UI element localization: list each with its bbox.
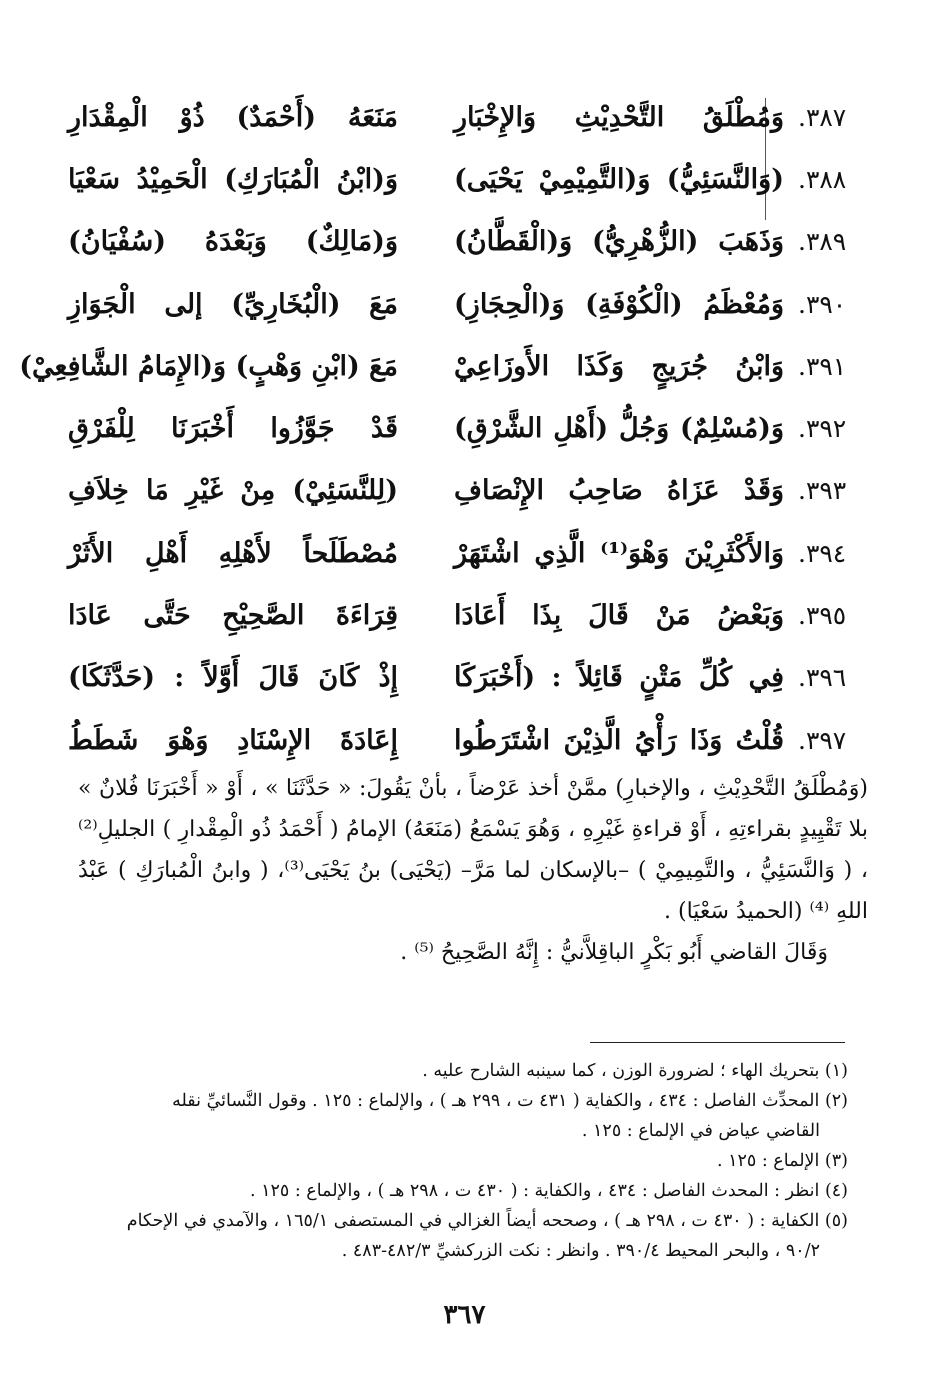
footnote: (٥) الكفاية : ( ٤٣٠ ت ، ٢٩٨ هـ ) ، وصححه أيضاً الغزالي في المستصفى ١٦٥/١ ، والآمدي في الإحكام [126, 1211, 848, 1231]
verse-first-hemistich: فِي كُلِّ مَتْنٍ قَائِلاً : (أَخْبَرَكَا [454, 662, 784, 694]
verse-number: ٣٩٥. [798, 601, 847, 631]
footnote: (٣) الإلماع : ١٢٥ . [716, 1151, 848, 1171]
verse-second-hemistich: وَ(مَالِكٌ) وَبَعْدَهُ (سُفْيَانُ) [68, 226, 398, 258]
verse-number: ٣٩٣. [798, 476, 847, 506]
verse-row [70, 647, 870, 709]
verse-first-hemistich: وَقَدْ عَزَاهُ صَاحِبُ الإِنْصَافِ [454, 475, 784, 507]
verse-row [19, 335, 870, 397]
page-number: ٣٦٧ [443, 1300, 486, 1330]
verse-row [70, 584, 870, 646]
verse-first-hemistich: وَذَهَبَ (الزُّهْرِيُّ) وَ(الْقَطَّانُ) [454, 226, 784, 258]
footnote-continuation: القاضي عياض في الإلماع : ١٢٥ . [581, 1121, 820, 1141]
commentary-text [78, 768, 868, 973]
verse-row [70, 709, 870, 771]
footnote-separator [590, 1042, 845, 1043]
footnote-continuation: ٩٠/٢ ، والبحر المحيط ٣٩٠/٤ . وانظر : نكت الزركشيِّ ٤٨٢/٣-٤٨٣ . [341, 1241, 820, 1261]
verse-row [70, 148, 870, 210]
verse-second-hemistich: مَعَ (الْبُخَارِيِّ) إلى الْجَوَازِ [68, 288, 398, 320]
verse-row [70, 522, 870, 584]
verse-first-hemistich: (وَالنَّسَئِيُّ) وَ(التَّمِيْمِيْ يَحْيَى) [454, 163, 784, 195]
verse-row [70, 273, 870, 335]
footnote: (٤) انظر : المحدث الفاصل : ٤٣٤ ، والكفاية : ( ٤٣٠ ت ، ٢٩٨ هـ ) ، والإلماع : ١٢٥ . [249, 1181, 848, 1201]
verse-number: ٣٩٠. [798, 289, 847, 319]
verse-first-hemistich: وَمُطْلَقُ التَّحْدِيْثِ وَالإِخْبَارِ [454, 101, 784, 133]
verse-second-hemistich: وَ(ابْنُ الْمُبَارَكِ) الْحَمِيْدُ سَعْيَا [68, 163, 398, 195]
footnotes [78, 1056, 848, 1266]
verse-first-hemistich: وَمُعْظَمُ (الْكُوْفَةِ) وَ(الْحِجَازِ) [454, 288, 784, 320]
verse-number: ٣٩٤. [798, 538, 847, 568]
commentary-paragraph: وَقَالَ القاضي أَبُو بَكْرٍ الباقِلاَّنيُّ : إِنَّهُ الصَّحِيحُ ⁽⁵⁾ . [400, 940, 828, 965]
verse-row [70, 211, 870, 273]
footnote: (١) بتحريك الهاء ؛ لضرورة الوزن ، كما سينبه الشارح عليه . [422, 1061, 848, 1081]
verse-second-hemistich: إِذْ كَانَ قَالَ أَوَّلاً : (حَدَّثَكَا) [68, 662, 398, 694]
verse-first-hemistich: وَبَعْضُ مَنْ قَالَ بِذَا أَعَادَا [454, 600, 784, 632]
verse-second-hemistich: إِعَادَةَ الإِسْنَادِ وَهْوَ شَطَطُ [68, 724, 398, 756]
footnote: (٢) المحدِّث الفاصل : ٤٣٤ ، والكفاية ( ٤٣١ ت ، ٢٩٩ هـ ) ، والإلماع : ١٢٥ . وقول النَّسائيِّ نقله [172, 1091, 848, 1111]
verse-number: ٣٩٧. [798, 725, 847, 755]
verse-second-hemistich: قِرَاءَةَ الصَّحِيْحِ حَتَّى عَادَا [68, 600, 398, 632]
verse-number: ٣٨٧. [798, 102, 847, 132]
verse-number: ٣٨٩. [798, 227, 847, 257]
verse-number: ٣٨٨. [798, 164, 847, 194]
verse-row [70, 460, 870, 522]
verse-second-hemistich: قَدْ جَوَّزُوا أَخْبَرَنَا لِلْفَرْقِ [68, 413, 398, 445]
verse-number: ٣٩٦. [798, 663, 847, 693]
verse-second-hemistich: (لِلنَّسَئِيْ) مِنْ غَيْرِ مَا خِلاَفِ [68, 475, 398, 507]
verse-row [70, 397, 870, 459]
verse-second-hemistich: مَعَ (ابْنِ وَهْبٍ) وَ(الإِمَامُ الشَّافِعِيْ) [19, 350, 398, 382]
verse-first-hemistich: وَ(مُسْلِمٌ) وَجُلُّ (أَهْلِ الشَّرْقِ) [454, 413, 784, 445]
verse-list [19, 86, 870, 771]
verse-second-hemistich: مَنَعَهُ (أَحْمَدٌ) ذُوْ الْمِقْدَارِ [68, 101, 398, 133]
verse-number: ٣٩٢. [798, 414, 847, 444]
verse-first-hemistich: وَالأَكْثَرِيْنَ وَهْوَ⁽¹⁾ الَّذِي اشْتَهَرْ [454, 537, 784, 569]
commentary-paragraph: (وَمُطْلَقُ التَّحْدِيْثِ ، والإخبارِ) ممَّنْ أخذ عَرْضاً ، بأنْ يَقُولَ: « حَدَّثَنَا » ، أَوْ « أَخْبَرَنَا فُلانٌ » بلا تَقْيِيدٍ بقراءتِهِ ، أَوْ قراءةِ غَيْرِهِ ، وَهُوَ يَسْمَعُ (مَنَعَهُ) الإمامُ ( أَحْمَدُ ذُو الْمِقْدارِ ) الجليلِ⁽²⁾ ، ( وَالنَّسَئِيُّ ، والتَّمِيمِيْ ) –بالإسكان لما مَرَّ– (يَحْيَى) بنُ يَحْيَى⁽³⁾، ( وابنُ الْمُبارَكِ ) عَبْدُ اللهِ ⁽⁴⁾ (الحميدُ سَعْيَا) . [78, 776, 868, 924]
verse-first-hemistich: وَابْنُ جُرَيجٍ وَكَذَا الأَوزَاعِيْ [454, 350, 784, 382]
verse-second-hemistich: مُصْطَلَحاً لأَهْلِهِ أَهْلِ الأَثَرْ [68, 537, 398, 569]
verse-first-hemistich: قُلْتُ وَذَا رَأْيُ الَّذِيْنَ اشْتَرَطُوا [454, 724, 784, 756]
verse-row [70, 86, 870, 148]
verse-number: ٣٩١. [798, 351, 847, 381]
